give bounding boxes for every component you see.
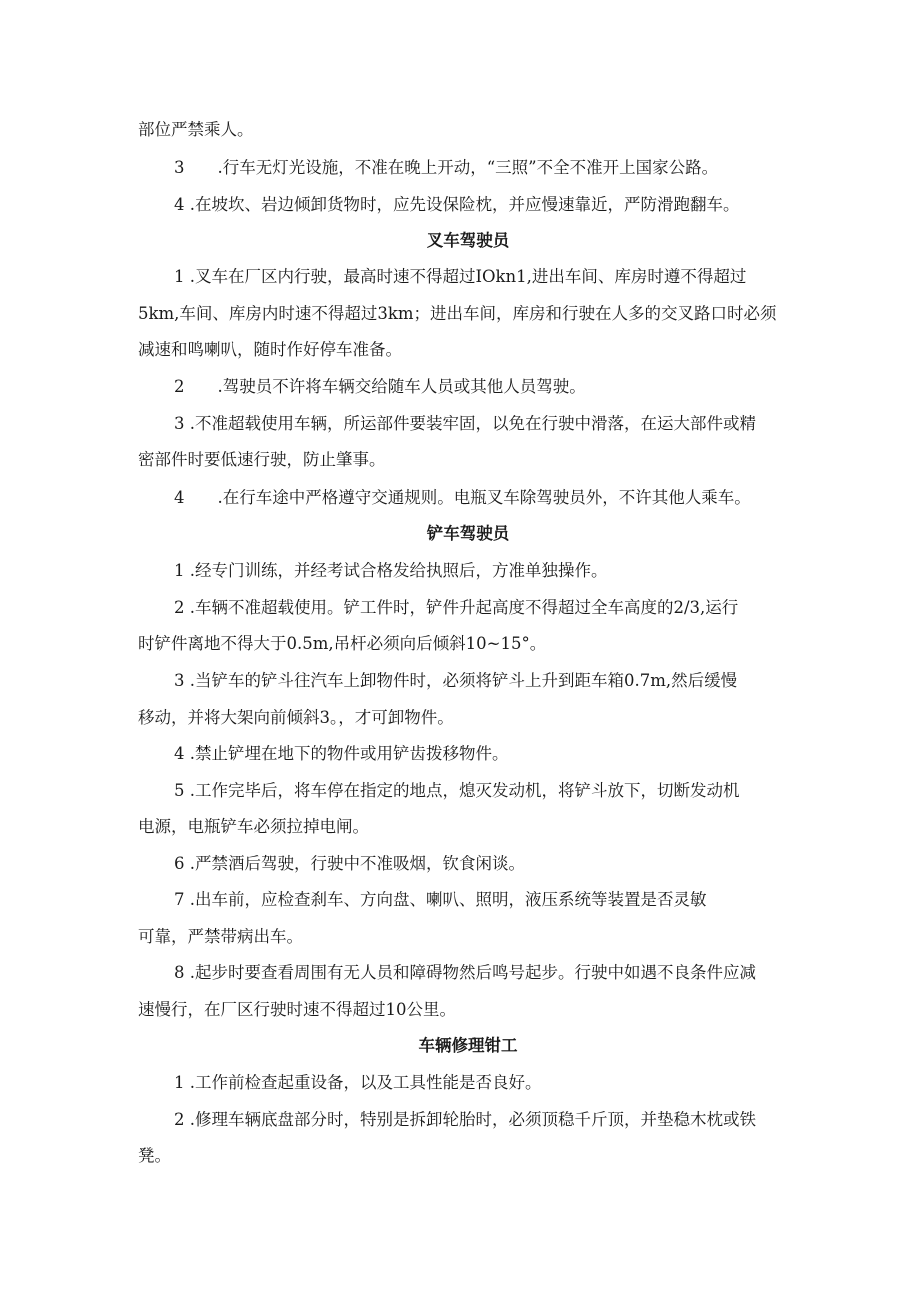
paragraph-line: 4 .禁止铲埋在地下的物件或用铲齿拨移物件。 [174, 744, 509, 763]
paragraph-line: 1 .工作前检查起重设备，以及工具性能是否良好。 [174, 1073, 542, 1092]
section-title-vehicle-repair-fitter: 车辆修理钳工 [418, 1036, 518, 1055]
paragraph-line: 1 .经专门训练，并经考试合格发给执照后，方准单独操作。 [174, 561, 608, 580]
paragraph-line: 减速和鸣喇叭，随时作好停车准备。 [138, 340, 402, 359]
paragraph-line: 可靠，严禁带病出车。 [138, 927, 303, 946]
paragraph-line: 速慢行，在厂区行驶时速不得超过10公里。 [138, 1000, 456, 1019]
paragraph-line: 密部件时要低速行驶，防止肇事。 [138, 450, 386, 469]
paragraph-line: 部位严禁乘人。 [138, 120, 254, 139]
paragraph-line: 时铲件离地不得大于0.5m,吊杆必须向后倾斜10~15°。 [138, 634, 547, 653]
paragraph-line: 5km,车间、库房内时速不得超过3km；进出车间，库房和行驶在人多的交叉路口时必须 [138, 304, 777, 323]
paragraph-line: 移动，并将大架向前倾斜3。，才可卸物件。 [138, 708, 454, 727]
paragraph-line: 5 .工作完毕后，将车停在指定的地点，熄灭发动机，将铲斗放下，切断发动机 [174, 781, 740, 800]
paragraph-line: 电源，电瓶铲车必须拉掉电闸。 [138, 817, 369, 836]
paragraph-line: 4 .在坡坎、岩边倾卸货物时，应先设保险枕，并应慢速靠近，严防滑跑翻车。 [174, 195, 740, 214]
paragraph-line: 凳。 [138, 1146, 171, 1165]
paragraph-line: 3 .行车无灯光设施，不准在晚上开动，“三照”不全不准开上国家公路。 [174, 158, 719, 177]
paragraph-line: 6 .严禁酒后驾驶，行驶中不准吸烟，钦食闲谈。 [174, 854, 525, 873]
paragraph-line: 4 .在行车途中严格遵守交通规则。电瓶叉车除驾驶员外，不许其他人乘车。 [174, 488, 751, 507]
paragraph-line: 7 .出车前，应检查刹车、方向盘、喇叭、照明，液压系统等装置是否灵敏 [174, 890, 707, 909]
paragraph-line: 1 .叉车在厂区内行驶，最高时速不得超过IOkn1,进出车间、库房时遵不得超过 [174, 267, 747, 286]
paragraph-line: 8 .起步时要查看周围有无人员和障碍物然后鸣号起步。行驶中如遇不良条件应减 [174, 963, 756, 982]
section-title-forklift-driver: 叉车驾驶员 [426, 231, 510, 250]
paragraph-line: 2 .修理车辆底盘部分时，特别是拆卸轮胎时，必须顶稳千斤顶，并垫稳木枕或铁 [174, 1110, 756, 1129]
paragraph-line: 2 .车辆不准超载使用。铲工件时，铲件升起高度不得超过全车高度的2/3,运行 [174, 598, 739, 617]
paragraph-line: 3 .不准超载使用车辆，所运部件要装牢固，以免在行驶中滑落，在运大部件或精 [174, 414, 756, 433]
section-title-loader-driver: 铲车驾驶员 [426, 524, 510, 543]
paragraph-line: 3 .当铲车的铲斗往汽车上卸物件时，必须将铲斗上升到距车箱0.7m,然后缓慢 [174, 671, 738, 690]
paragraph-line: 2 .驾驶员不许将车辆交给随车人员或其他人员驾驶。 [174, 377, 586, 396]
